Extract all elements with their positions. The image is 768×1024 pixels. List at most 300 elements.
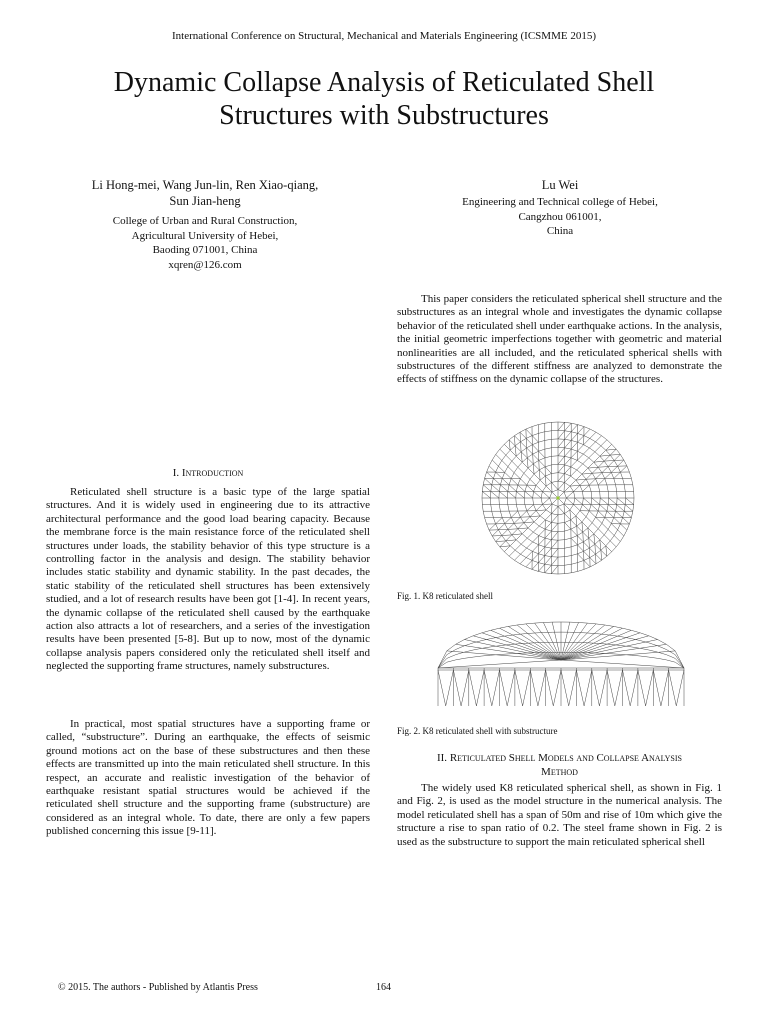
dome-member	[500, 654, 509, 655]
shell-member	[539, 554, 545, 556]
shell-member	[606, 546, 612, 552]
shell-member	[539, 467, 545, 470]
shell-member	[601, 446, 606, 450]
shell-member	[511, 517, 514, 523]
shell-member	[524, 491, 525, 498]
shell-member	[618, 466, 621, 472]
shell-member	[571, 440, 577, 442]
shell-member	[502, 535, 512, 536]
shell-member	[518, 479, 521, 485]
shell-member	[545, 523, 551, 530]
dome-member	[614, 626, 623, 628]
shell-member	[583, 448, 589, 454]
shell-member	[551, 523, 558, 531]
shell-member	[564, 504, 570, 510]
dome-member	[438, 651, 447, 668]
shell-member	[505, 524, 508, 530]
shell-member	[618, 460, 624, 466]
dome-member	[596, 634, 605, 635]
shell-member	[530, 479, 536, 485]
shell-member	[614, 454, 620, 460]
shell-member	[592, 498, 600, 505]
shell-member	[532, 436, 538, 443]
brace	[623, 670, 631, 706]
shell-member	[545, 514, 551, 520]
shell-member	[606, 450, 610, 455]
shell-member	[598, 461, 604, 467]
shell-member	[605, 479, 607, 485]
shell-member	[502, 461, 508, 467]
shell-member	[532, 445, 538, 452]
shell-member	[527, 458, 533, 464]
brace	[661, 670, 669, 706]
shell-member	[605, 517, 612, 523]
shell-member	[536, 480, 540, 485]
shell-member	[499, 485, 500, 492]
shell-member	[518, 462, 522, 467]
dome-member	[447, 655, 456, 659]
dome-member	[456, 652, 465, 655]
shell-member	[539, 520, 545, 526]
dome-member	[500, 626, 509, 628]
shell-member	[492, 530, 498, 536]
shell-member	[605, 472, 612, 478]
shell-member	[482, 485, 483, 492]
shell-member	[485, 518, 487, 524]
dome-member	[623, 628, 632, 630]
shell-member	[605, 511, 607, 517]
shell-member	[582, 517, 586, 522]
shell-member	[624, 485, 625, 492]
shell-member	[589, 538, 590, 548]
shell-member	[578, 551, 584, 554]
shell-member	[571, 470, 577, 476]
shell-member	[492, 460, 498, 466]
shell-member	[492, 485, 500, 492]
shell-member	[577, 526, 583, 532]
shell-member	[611, 466, 617, 472]
dome-member	[491, 628, 500, 630]
shell-member	[496, 542, 500, 547]
shell-member	[565, 556, 572, 557]
dome-member	[438, 655, 447, 668]
shell-member	[601, 546, 606, 550]
shell-member	[595, 544, 601, 550]
shell-member	[590, 558, 596, 564]
shell-member	[577, 451, 583, 454]
shell-member	[498, 524, 504, 530]
shell-member	[571, 520, 577, 526]
shell-member	[565, 423, 572, 431]
shell-member	[526, 567, 532, 570]
brace	[592, 670, 600, 706]
brace	[484, 670, 492, 706]
shell-member	[514, 436, 515, 446]
brace	[469, 670, 477, 706]
shell-member	[584, 436, 590, 439]
shell-member	[610, 454, 620, 455]
shell-member	[607, 505, 608, 512]
shell-member	[620, 454, 624, 460]
dome-member	[579, 623, 588, 624]
shell-member	[534, 474, 540, 480]
dome-member	[447, 644, 456, 651]
shell-member	[518, 467, 524, 473]
shell-member	[584, 567, 590, 570]
shell-member	[504, 552, 509, 557]
shell-member	[509, 479, 511, 485]
shell-member	[552, 490, 558, 492]
shell-member	[596, 554, 602, 560]
shell-member	[551, 473, 558, 474]
shell-member	[532, 551, 538, 554]
shell-member	[518, 485, 525, 491]
shell-member	[583, 498, 591, 505]
shell-member	[489, 524, 496, 530]
shell-member	[527, 445, 533, 448]
shell-member	[520, 511, 526, 517]
shell-member	[509, 556, 514, 560]
shell-member	[592, 473, 602, 474]
shell-member	[539, 470, 545, 476]
shell-member	[558, 506, 565, 513]
shell-member	[512, 529, 518, 535]
shell-member	[612, 444, 617, 449]
shell-member	[518, 529, 522, 534]
shell-member	[614, 479, 616, 485]
shell-member	[545, 474, 551, 477]
shell-member	[574, 498, 575, 505]
shell-member	[620, 472, 622, 478]
shell-member	[527, 511, 530, 517]
shell-member	[564, 492, 574, 493]
title-line-1: Dynamic Collapse Analysis of Reticulated Shell	[113, 67, 655, 98]
shell-member	[602, 467, 608, 473]
section-title: Introduction	[181, 467, 244, 479]
dome-member	[587, 643, 596, 644]
shell-member	[571, 442, 577, 449]
shell-member	[545, 556, 552, 557]
shell-member	[552, 504, 553, 514]
brace	[515, 670, 523, 706]
shell-member	[545, 531, 551, 538]
shell-member	[551, 464, 558, 465]
shell-member	[545, 422, 552, 423]
shell-member	[510, 546, 515, 550]
shell-member	[590, 554, 596, 557]
shell-member	[507, 498, 508, 505]
shell-member	[505, 472, 512, 478]
shell-member	[602, 473, 605, 479]
shell-member	[570, 510, 571, 520]
shell-member	[502, 455, 506, 460]
shell-member	[487, 524, 490, 530]
shell-member	[536, 511, 540, 516]
shell-member	[521, 452, 527, 458]
brace	[476, 670, 484, 706]
shell-member	[576, 516, 582, 522]
shell-member	[521, 438, 527, 441]
shell-member	[526, 558, 532, 561]
section-heading-introduction	[46, 466, 370, 480]
page-number: 164	[376, 982, 391, 993]
shell-member	[539, 545, 545, 547]
shell-member	[492, 454, 496, 460]
shell-member	[509, 550, 515, 556]
brace	[461, 670, 469, 706]
shell-member	[507, 491, 508, 498]
shell-member	[534, 470, 539, 474]
shell-member	[533, 498, 534, 505]
shell-member	[589, 442, 595, 448]
shell-member	[539, 547, 545, 554]
shell-member	[533, 526, 539, 532]
shell-member	[558, 531, 565, 532]
shell-member	[520, 564, 526, 567]
shell-member	[551, 548, 558, 549]
brace	[546, 670, 554, 706]
dome-member	[649, 650, 658, 652]
shell-member	[586, 479, 589, 485]
shell-member	[512, 535, 516, 540]
shell-member	[584, 429, 590, 436]
shell-member	[558, 490, 564, 492]
shell-member	[574, 505, 580, 511]
shell-member	[571, 526, 577, 529]
author-block-right	[398, 177, 722, 239]
shell-member	[604, 461, 608, 467]
shell-member	[594, 534, 600, 540]
shell-member	[583, 498, 584, 505]
shell-member	[614, 472, 621, 478]
shell-member	[493, 472, 495, 478]
shell-member	[514, 473, 520, 479]
shell-member	[496, 472, 503, 478]
shell-member	[592, 517, 595, 523]
shell-member	[551, 532, 558, 540]
shell-member	[558, 456, 565, 457]
shell-member	[485, 478, 492, 485]
shell-member	[600, 535, 604, 540]
shell-member	[528, 528, 533, 532]
shell-member	[564, 492, 566, 498]
shell-member	[508, 505, 509, 512]
shell-member	[627, 466, 630, 472]
shell-member	[545, 476, 546, 486]
shell-member	[608, 524, 611, 530]
shell-member	[515, 550, 520, 554]
shell-member	[616, 449, 620, 454]
shell-member	[491, 485, 492, 492]
shell-member	[511, 511, 518, 517]
shell-member	[516, 540, 521, 544]
shell-member	[611, 472, 614, 478]
shell-member	[589, 452, 595, 458]
shell-member	[521, 448, 527, 452]
shell-member	[530, 516, 540, 517]
shell-member	[539, 460, 545, 466]
dome-member	[535, 623, 544, 624]
shell-member	[506, 540, 516, 541]
affiliation-line-1: College of Urban and Rural Construction,	[112, 215, 298, 227]
shell-member	[588, 523, 592, 528]
dome-member	[464, 643, 473, 646]
shell-member	[508, 529, 512, 535]
brace	[569, 670, 577, 706]
shell-member	[542, 492, 552, 493]
shell-member	[533, 451, 539, 454]
affiliation-line-2: Agricultural University of Hebei,	[131, 229, 279, 242]
shell-member	[533, 464, 539, 470]
shell-member	[551, 447, 558, 448]
shell-member	[492, 511, 494, 517]
shell-member	[604, 455, 610, 461]
shell-member	[502, 529, 508, 535]
shell-member	[571, 545, 577, 547]
section-number: I.	[172, 467, 180, 479]
shell-member	[514, 467, 518, 473]
shell-member	[598, 479, 605, 485]
shell-member	[620, 536, 624, 542]
shell-member	[510, 450, 516, 456]
shell-member	[558, 514, 565, 515]
dome-member	[631, 655, 640, 656]
copyright-notice: © 2015. The authors - Published by Atlantis Press	[58, 982, 258, 993]
shell-member	[602, 523, 608, 529]
shell-member	[483, 485, 491, 492]
shell-member	[602, 517, 605, 523]
shell-member	[491, 491, 499, 498]
shell-member	[594, 456, 600, 462]
shell-member	[505, 517, 512, 523]
section-title-line-2: Method	[541, 766, 578, 778]
shell-member	[530, 511, 536, 517]
dome-member	[526, 623, 535, 624]
shell-member	[493, 518, 495, 524]
figure-2-caption: Fig. 2. K8 reticulated shell with substructure	[397, 726, 558, 736]
shell-member	[576, 516, 577, 526]
shell-member	[574, 492, 575, 499]
affiliation-right-line-2: Cangzhou 061001,	[518, 210, 602, 223]
shell-member	[558, 523, 565, 524]
shell-member	[594, 529, 598, 534]
shell-member	[528, 522, 534, 528]
shell-member	[596, 560, 602, 564]
shell-member	[551, 566, 558, 574]
shell-member	[604, 529, 608, 535]
dome-member	[666, 660, 675, 662]
dome-member	[675, 655, 684, 668]
dome-member	[447, 650, 456, 655]
shell-member	[491, 505, 492, 512]
shell-member	[508, 461, 512, 467]
shell-member	[526, 438, 532, 444]
shell-member	[590, 564, 596, 567]
shell-member	[536, 485, 542, 491]
shell-member	[506, 541, 510, 546]
shell-member	[538, 563, 544, 565]
shell-member	[578, 569, 584, 571]
shell-member	[532, 560, 538, 562]
shell-member	[546, 504, 552, 510]
shell-member	[541, 492, 542, 499]
brace	[676, 670, 684, 706]
shell-member	[487, 472, 494, 478]
brace	[615, 670, 623, 706]
shell-member	[584, 548, 590, 551]
shell-member	[571, 451, 577, 458]
shell-member	[607, 552, 612, 557]
shell-member	[540, 480, 546, 486]
brace	[638, 670, 646, 706]
shell-member	[565, 520, 571, 523]
shell-member	[571, 467, 577, 470]
shell-member	[514, 523, 518, 529]
shell-member	[594, 534, 595, 544]
shell-member	[545, 448, 552, 449]
shell-member	[545, 547, 552, 548]
shell-member	[631, 478, 632, 485]
shell-member	[633, 485, 634, 492]
shell-member	[614, 530, 617, 536]
shell-member	[512, 461, 518, 467]
brace	[492, 670, 500, 706]
shell-member	[534, 522, 539, 526]
dome-member	[649, 657, 658, 658]
shell-member	[489, 460, 492, 466]
shell-member	[482, 491, 490, 498]
affiliation-right-line-1: Engineering and Technical college of Hebei,	[462, 196, 658, 208]
shell-member	[571, 571, 578, 572]
dome-rib	[456, 644, 561, 660]
shell-member	[534, 485, 537, 491]
shell-member	[533, 464, 534, 474]
shell-member	[539, 536, 545, 539]
shell-member	[516, 485, 518, 491]
shell-member	[608, 461, 614, 467]
shell-member	[527, 485, 534, 491]
shell-member	[525, 491, 533, 498]
author-names-line-1: Li Hong-mei, Wang Jun-lin, Ren Xiao-qiang,	[91, 178, 319, 192]
shell-member	[493, 478, 500, 484]
shell-member	[516, 452, 521, 456]
shell-member	[588, 462, 594, 468]
brace	[669, 670, 677, 706]
shell-member	[571, 425, 578, 432]
shell-member	[539, 440, 545, 442]
shell-member	[526, 551, 532, 557]
dome-member	[473, 648, 482, 650]
shell-member	[545, 565, 552, 573]
shell-member	[539, 529, 545, 535]
shell-member	[570, 510, 576, 516]
shell-member	[616, 511, 623, 517]
shell-member	[565, 564, 572, 565]
shell-member	[620, 466, 627, 472]
shell-member	[618, 530, 624, 536]
shell-member	[524, 468, 528, 473]
shell-member	[588, 528, 589, 538]
shell-member	[566, 492, 573, 499]
shell-member	[515, 446, 521, 452]
shell-member	[534, 516, 540, 522]
shell-member	[541, 498, 542, 505]
shell-member	[606, 444, 612, 450]
brace	[630, 670, 638, 706]
shell-member	[570, 480, 576, 486]
shell-member	[533, 460, 539, 463]
dome-member	[579, 633, 588, 634]
